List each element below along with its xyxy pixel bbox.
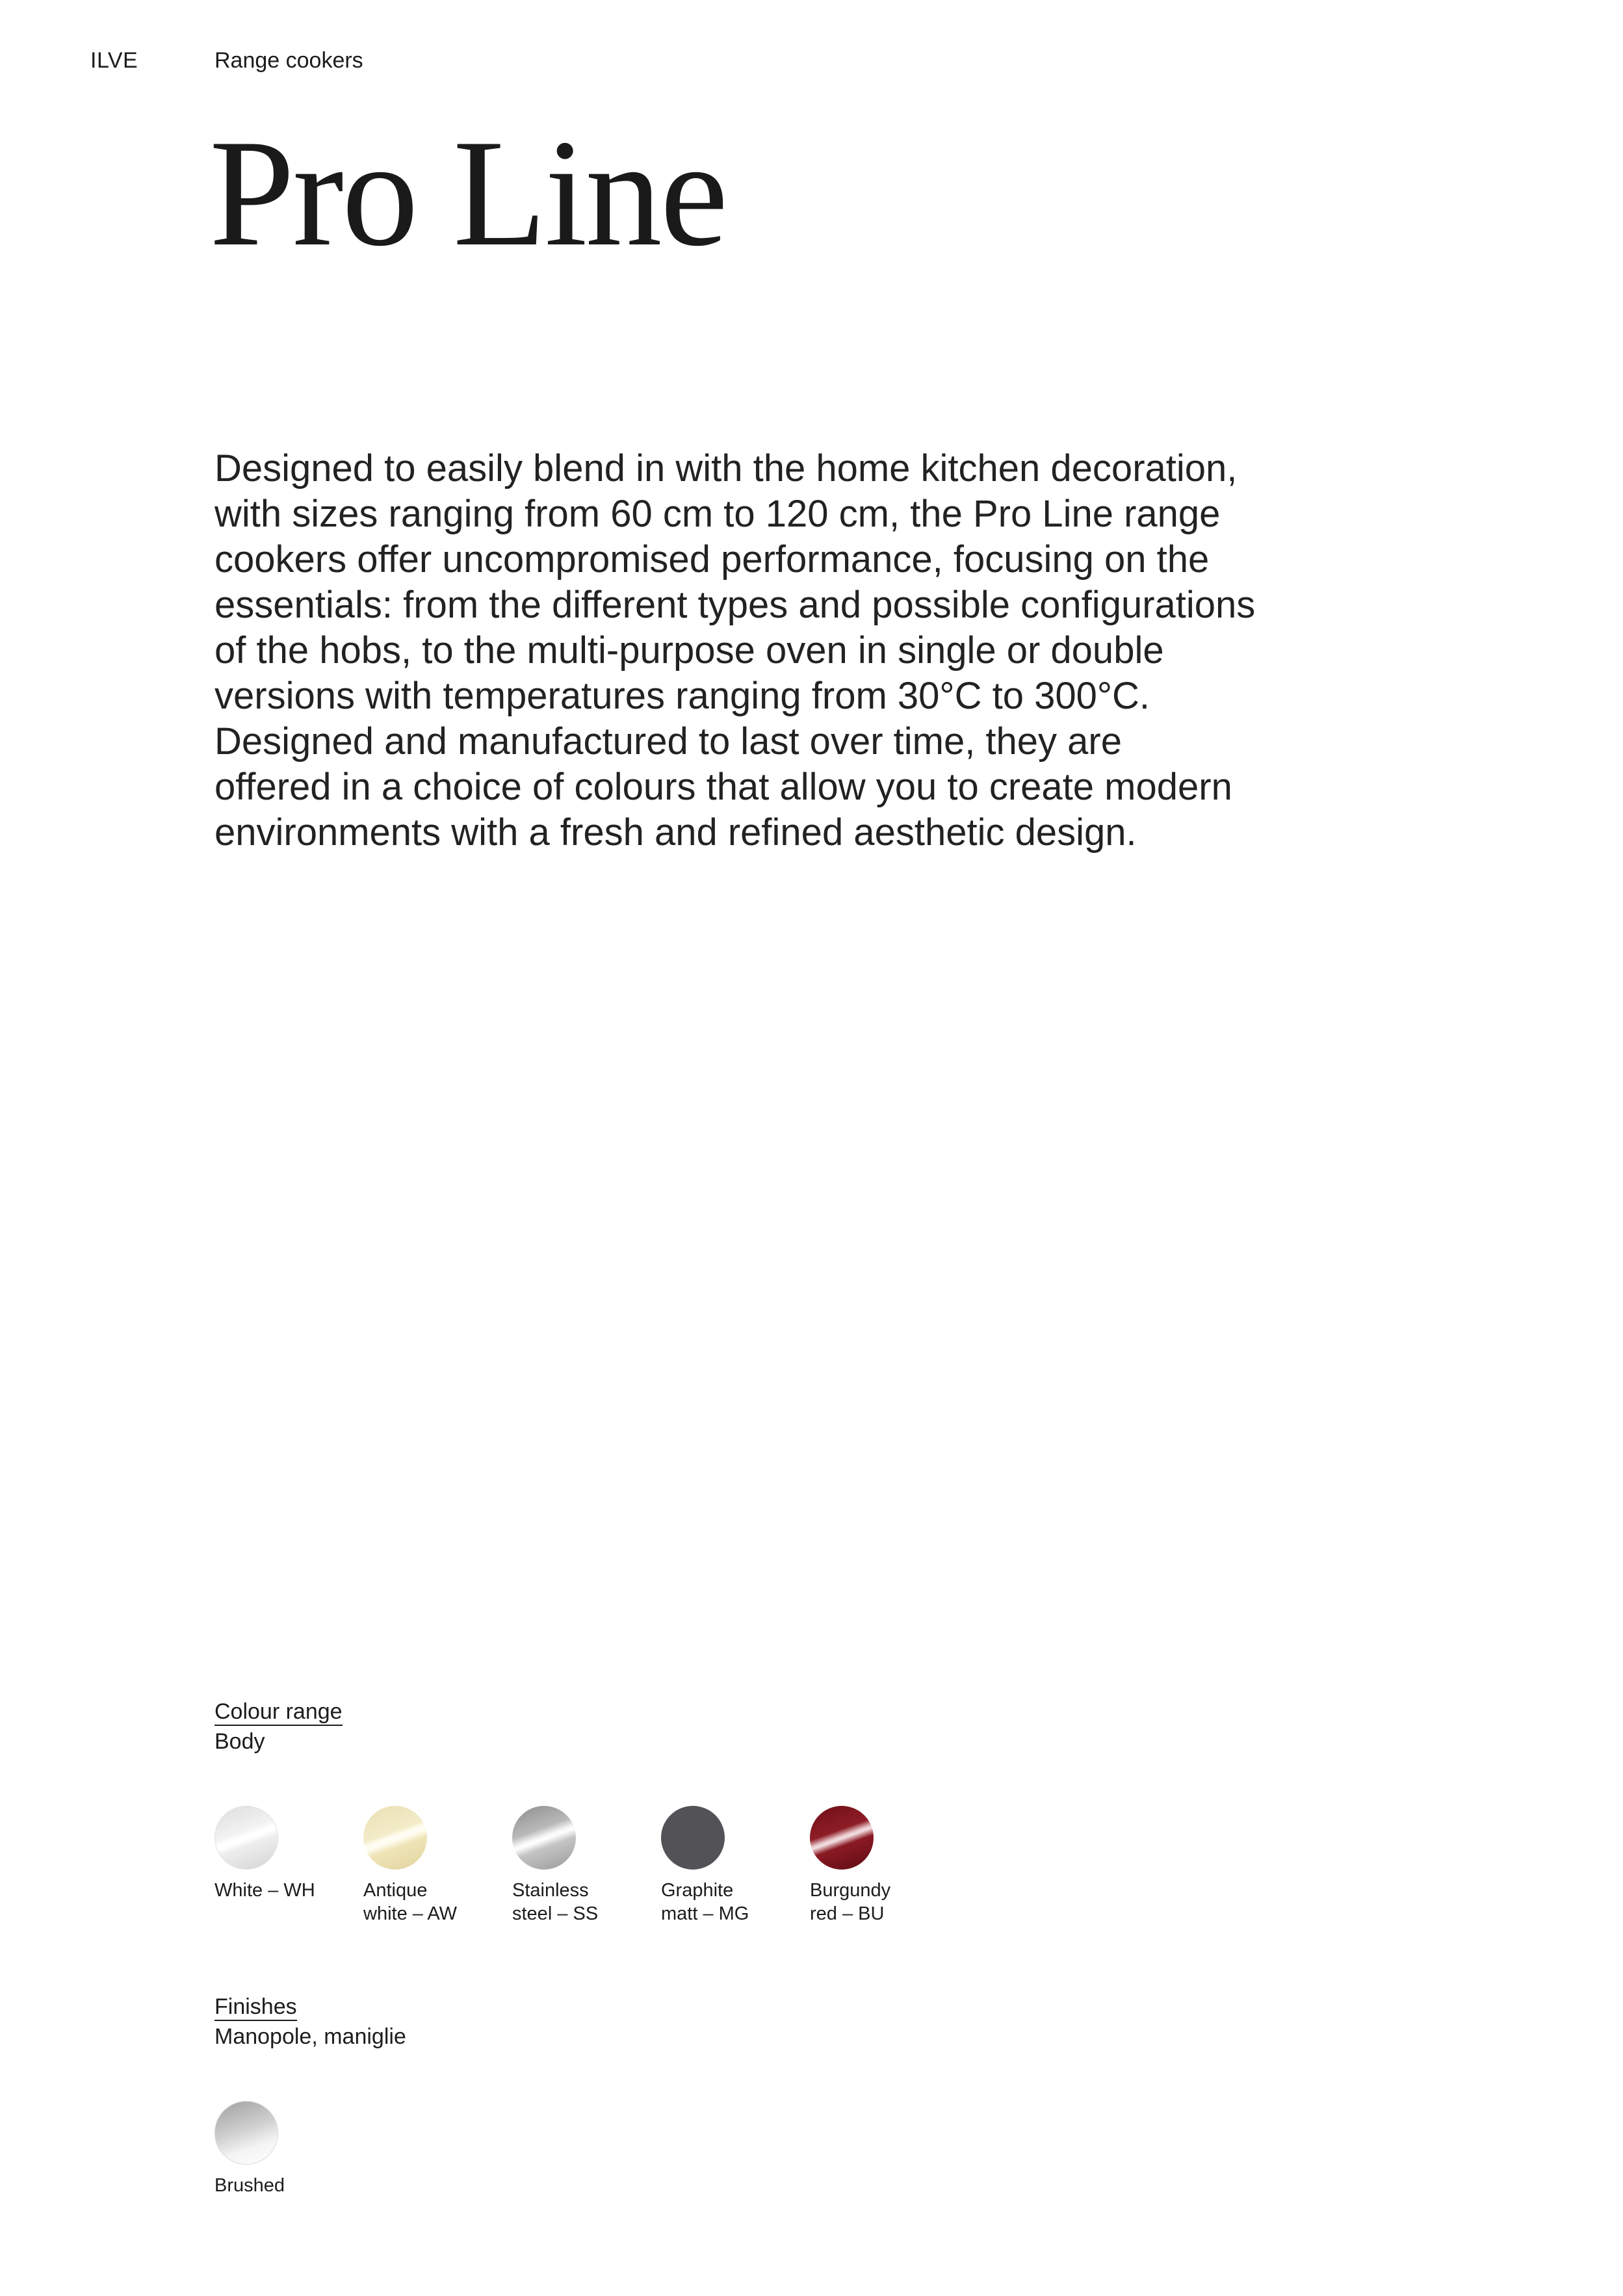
swatch-label-line: matt – MG bbox=[661, 1903, 749, 1924]
swatch-label-line: white – AW bbox=[363, 1903, 457, 1924]
colour-range-heading bbox=[214, 1697, 343, 1756]
swatch-label bbox=[512, 1879, 661, 1925]
swatch-label-line: Graphite bbox=[661, 1880, 734, 1901]
swatch-label-line: steel – SS bbox=[512, 1903, 599, 1924]
colour-dot-white bbox=[214, 1806, 278, 1870]
intro-line: Designed and manufactured to last over time, they are bbox=[214, 720, 1122, 763]
intro-paragraph bbox=[214, 446, 1319, 855]
swatch-burgundy-red bbox=[810, 1806, 959, 1925]
swatch-label-line: White – WH bbox=[214, 1880, 315, 1901]
colour-range-sublabel: Body bbox=[214, 1729, 265, 1754]
swatch-label bbox=[214, 1879, 363, 1902]
colour-range-label: Colour range bbox=[214, 1699, 343, 1726]
swatch-label-line: Stainless bbox=[512, 1880, 589, 1901]
swatch-white bbox=[214, 1806, 363, 1925]
finishes-sublabel: Manopole, maniglie bbox=[214, 2024, 406, 2049]
intro-line: essentials: from the different types and possible configurations bbox=[214, 584, 1256, 626]
swatch-label bbox=[214, 2174, 363, 2197]
body-colour-swatches bbox=[214, 1806, 959, 1925]
intro-line: cookers offer uncompromised performance, focusing on the bbox=[214, 538, 1210, 581]
swatch-brushed bbox=[214, 2101, 363, 2197]
swatch-label bbox=[810, 1879, 959, 1925]
swatch-stainless-steel bbox=[512, 1806, 661, 1925]
swatch-label-line: red – BU bbox=[810, 1903, 885, 1924]
swatch-label bbox=[661, 1879, 810, 1925]
finish-swatches bbox=[214, 2101, 363, 2197]
swatch-label-line: Antique bbox=[363, 1880, 428, 1901]
finishes-label: Finishes bbox=[214, 1994, 297, 2021]
section-label: Range cookers bbox=[214, 48, 363, 73]
swatch-antique-white bbox=[363, 1806, 512, 1925]
finish-dot-brushed bbox=[214, 2101, 278, 2165]
intro-line: with sizes ranging from 60 cm to 120 cm, the Pro Line range bbox=[214, 493, 1221, 535]
intro-line: of the hobs, to the multi-purpose oven in single or double bbox=[214, 629, 1164, 672]
finishes-heading bbox=[214, 1992, 406, 2052]
page-title: Pro Line bbox=[209, 109, 727, 278]
colour-dot-stainless-steel bbox=[512, 1806, 576, 1870]
intro-line: Designed to easily blend in with the home kitchen decoration, bbox=[214, 447, 1238, 489]
intro-line: versions with temperatures ranging from 30°C to 300°C. bbox=[214, 675, 1150, 717]
intro-line: environments with a fresh and refined aesthetic design. bbox=[214, 811, 1137, 854]
swatch-label bbox=[363, 1879, 512, 1925]
colour-dot-antique-white bbox=[363, 1806, 427, 1870]
intro-line: offered in a choice of colours that allow you to create modern bbox=[214, 766, 1232, 808]
swatch-graphite-matt bbox=[661, 1806, 810, 1925]
colour-dot-graphite-matt bbox=[661, 1806, 725, 1870]
colour-dot-burgundy-red bbox=[810, 1806, 874, 1870]
brand-name: ILVE bbox=[90, 48, 138, 73]
swatch-label-line: Brushed bbox=[214, 2175, 285, 2196]
swatch-label-line: Burgundy bbox=[810, 1880, 891, 1901]
